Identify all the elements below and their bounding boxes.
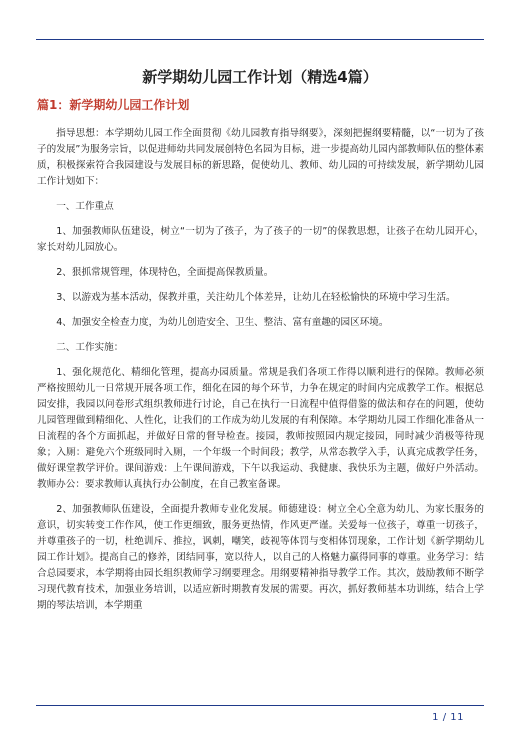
paragraph-implementation-2: 2、加强教师队伍建设，全面提升教师专业化发展。师德建设：树立全心全意为幼儿、为家长服务的意识，切实转变工作作风，使工作更细致，服务更热情，作风更严谨。关爱每一位孩子，尊重一切孩子，并尊重孩子的一切，杜绝训斥、推拉，讽刺，嘲笑，歧视等体罚与变相体罚现象，工作计划《新学期幼儿园工作计划》。提高自己的修养，团结同事，宽以待人，以自己的人格魅力赢得同事的尊重。业务学习：结合总园要求，本学期将由园长组织教师学习纲要理念。用纲要精神指导教学工作。其次，鼓励教师不断学习现代教育技术，加强业务培训，以适应新时期教育发展的需要。再次，抓好教师基本功训练，结合上学期的琴法培训，本学期重	[37, 504, 484, 611]
footer-rule	[36, 705, 484, 706]
paragraph-implementation-1: 1、强化规范化、精细化管理，提高办园质量。常规是我们各项工作得以顺利进行的保障。教师必须严格按照幼儿一日常规开展各项工作，细化在园的每个环节，力争在规定的时间内完成教学工作。根据总园安排，我园以问卷形式组织教师进行讨论，自己在执行一日流程中值得借鉴的做法和存在的问题，使幼儿园管理做到精细化、人性化，让我们的工作成为幼儿发展的有利保障。本学期幼儿园工作细化准备从一日流程的各个方面抓起，并做好日常的督导检查。接园，教师按照园内规定接园，同时减少消极等待现象；入厕：避免六个班级同时入厕，一个年级一个时间段；教学，从常态教学入手，认真完成教学任务，做好课堂教学评价。课间游戏：上午课间游戏，下午以我运动、我健康、我快乐为主题，做好户外活动。教师办公：要求教师认真执行办公制度，在自己教室备课。	[37, 367, 484, 490]
section-heading-key-points: 一、工作重点	[56, 201, 114, 212]
document-body	[37, 126, 484, 623]
header-rule	[36, 39, 484, 40]
section-heading-implementation: 二、工作实施：	[56, 342, 124, 353]
chapter-heading: 篇1：新学期幼儿园工作计划	[37, 98, 190, 112]
page-number: 1 / 11	[432, 712, 464, 723]
paragraph-guiding-idea: 指导思想：本学期幼儿园工作全面贯彻《幼儿园教育指导纲要》，深刻把握纲要精髓，以“一切为了孩子的发展”为服务宗旨，以促进师幼共同发展创特色名园为目标，进一步提高幼儿园内部教师队伍的整体素质，积极探索符合我园建设与发展目标的新思路，促使幼儿、教师、幼儿园的可持续发展，新学期幼儿园工作计划如下：	[37, 128, 484, 187]
paragraph-point-2: 2、狠抓常规管理，体现特色，全面提高保教质量。	[56, 267, 274, 278]
paragraph-point-1: 1、加强教师队伍建设，树立“一切为了孩子，为了孩子的一切”的保教思想，让孩子在幼儿园开心，家长对幼儿园放心。	[37, 226, 484, 253]
paragraph-point-3: 3、以游戏为基本活动，保教并重，关注幼儿个体差异，让幼儿在轻松愉快的环境中学习生活。	[56, 292, 456, 303]
paragraph-point-4: 4、加强安全检查力度，为幼儿创造安全、卫生、整洁、富有童趣的园区环境。	[56, 317, 389, 328]
document-title: 新学期幼儿园工作计划（精选4篇）	[142, 68, 378, 86]
